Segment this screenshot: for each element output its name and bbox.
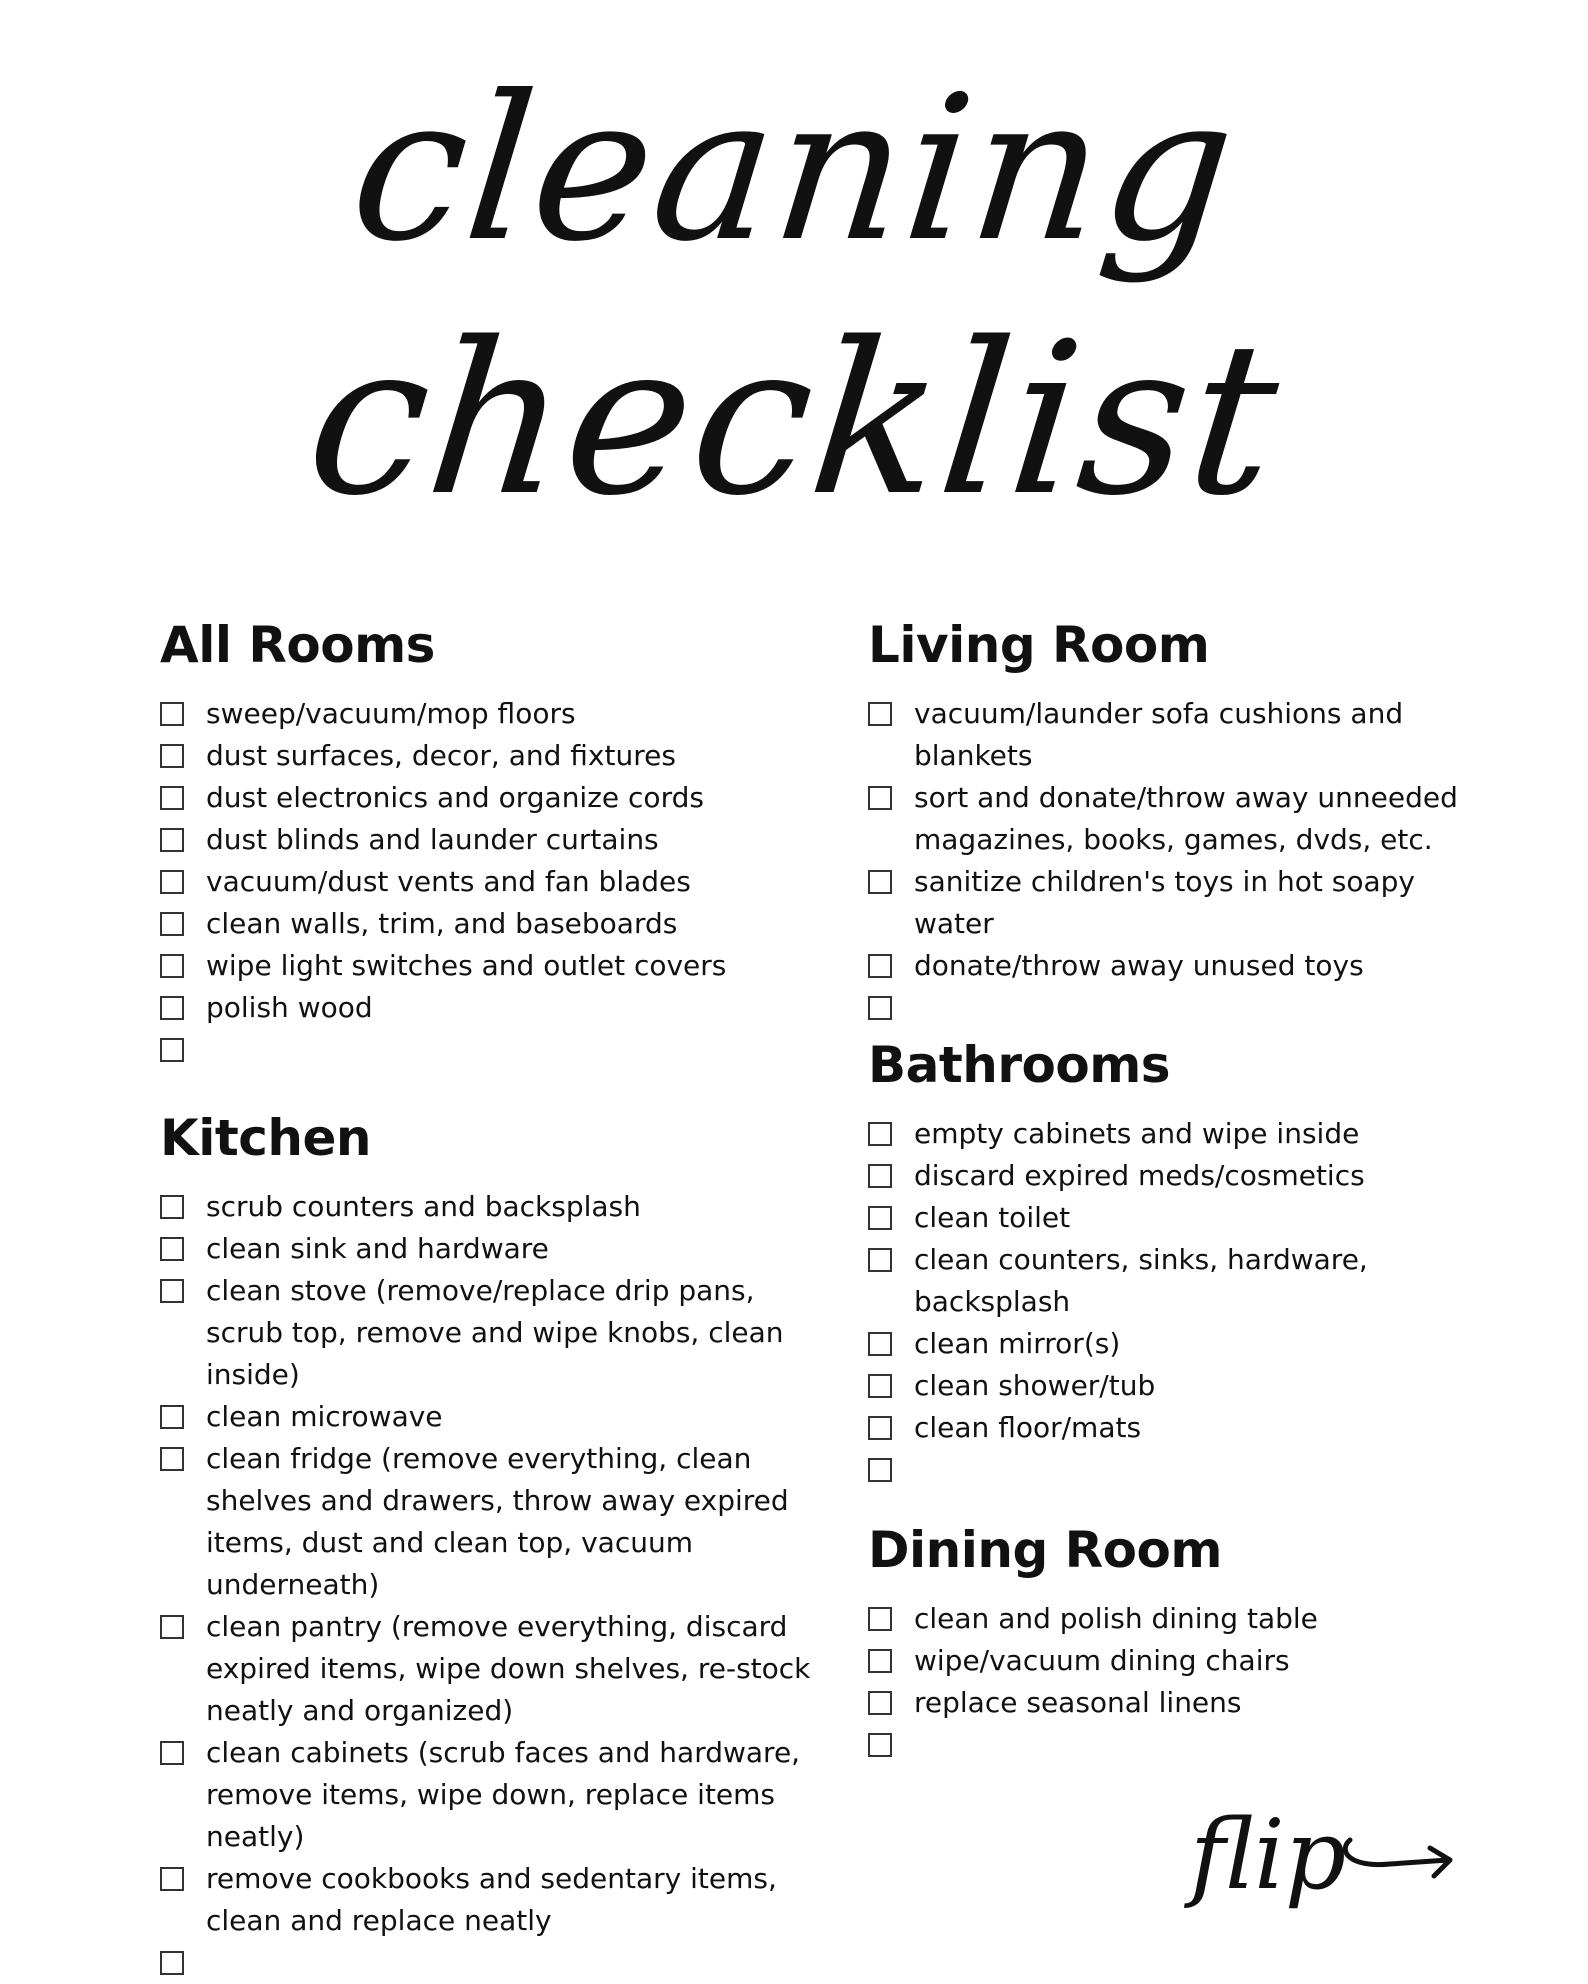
checkbox[interactable]	[160, 786, 184, 810]
checkbox[interactable]	[868, 1691, 892, 1715]
checklist-item[interactable]	[868, 1365, 1488, 1407]
checklist-item-label: sanitize children's toys in hot soapy water	[914, 865, 1415, 940]
checklist-item[interactable]	[868, 861, 1488, 945]
checklist-item[interactable]	[868, 1197, 1488, 1239]
checklist-item-label: vacuum/launder sofa cushions and blankets	[914, 697, 1404, 772]
section-heading-all-rooms: All Rooms	[160, 616, 435, 674]
checklist-item[interactable]	[868, 1682, 1488, 1724]
checkbox[interactable]	[868, 1649, 892, 1673]
checklist-item-label: sort and donate/throw away unneeded magazines, books, games, dvds, etc.	[914, 781, 1458, 856]
checklist-living-room	[868, 693, 1488, 1029]
checklist-item[interactable]	[160, 819, 840, 861]
checkbox[interactable]	[868, 1733, 892, 1757]
section-bathrooms	[868, 1035, 1488, 1491]
checklist-item[interactable]	[868, 693, 1488, 777]
checklist-dining-room	[868, 1598, 1488, 1766]
checklist-item-label: clean and polish dining table	[914, 1602, 1318, 1635]
checklist-item[interactable]	[868, 1640, 1488, 1682]
checkbox[interactable]	[868, 1164, 892, 1188]
checklist-item[interactable]	[160, 777, 840, 819]
checkbox[interactable]	[160, 1405, 184, 1429]
checklist-item-label: wipe light switches and outlet covers	[206, 949, 727, 982]
checkbox[interactable]	[868, 1248, 892, 1272]
checklist-item[interactable]	[160, 1942, 840, 1984]
checklist-item[interactable]	[868, 1239, 1488, 1323]
checklist-item[interactable]	[868, 1598, 1488, 1640]
checklist-item-label: polish wood	[206, 991, 373, 1024]
checkbox[interactable]	[868, 702, 892, 726]
checklist-item[interactable]	[160, 1438, 840, 1606]
checklist-item[interactable]	[868, 1113, 1488, 1155]
checklist-item-label: remove cookbooks and sedentary items, clean and replace neatly	[206, 1862, 777, 1937]
section-heading-living-room: Living Room	[868, 616, 1210, 674]
checklist-item-label: discard expired meds/cosmetics	[914, 1159, 1365, 1192]
checklist-item[interactable]	[868, 1724, 1488, 1766]
checklist-item[interactable]	[160, 1396, 840, 1438]
checklist-item[interactable]	[868, 1155, 1488, 1197]
checklist-item-label: sweep/vacuum/mop floors	[206, 697, 576, 730]
checkbox[interactable]	[160, 1867, 184, 1891]
checkbox[interactable]	[160, 954, 184, 978]
checkbox[interactable]	[160, 1195, 184, 1219]
checklist-item[interactable]	[160, 945, 840, 987]
checklist-bathrooms	[868, 1113, 1488, 1491]
checklist-item[interactable]	[160, 1029, 840, 1071]
checkbox[interactable]	[868, 1416, 892, 1440]
checklist-all-rooms	[160, 693, 840, 1071]
checklist-item-label: scrub counters and backsplash	[206, 1190, 641, 1223]
checkbox[interactable]	[868, 996, 892, 1020]
flip-text: flip	[1190, 1799, 1347, 1911]
checklist-item[interactable]	[160, 1228, 840, 1270]
checklist-item-label: empty cabinets and wipe inside	[914, 1117, 1360, 1150]
flip-note	[1190, 1800, 1460, 1920]
checklist-item-label: wipe/vacuum dining chairs	[914, 1644, 1290, 1677]
checkbox[interactable]	[868, 1122, 892, 1146]
checklist-item[interactable]	[160, 735, 840, 777]
checklist-item[interactable]	[868, 987, 1488, 1029]
checkbox[interactable]	[160, 1615, 184, 1639]
checklist-item-label: clean floor/mats	[914, 1411, 1142, 1444]
checklist-item-label: clean fridge (remove everything, clean shelves and drawers, throw away expired items, dust and clean top, vacuum underneath)	[206, 1442, 789, 1601]
checklist-item-label: clean cabinets (scrub faces and hardware, remove items, wipe down, replace items neatly)	[206, 1736, 801, 1853]
checklist-item-label: clean pantry (remove everything, discard expired items, wipe down shelves, re-stock neatly and organized)	[206, 1610, 811, 1727]
checkbox[interactable]	[160, 702, 184, 726]
section-heading-dining-room: Dining Room	[868, 1521, 1222, 1579]
checkbox[interactable]	[868, 1607, 892, 1631]
checklist-item[interactable]	[160, 693, 840, 735]
checklist-item-label: vacuum/dust vents and fan blades	[206, 865, 691, 898]
curved-arrow-right-icon	[1330, 1820, 1460, 1890]
checkbox[interactable]	[160, 1279, 184, 1303]
checklist-item-label: clean toilet	[914, 1201, 1071, 1234]
checkbox[interactable]	[160, 1038, 184, 1062]
section-heading-kitchen: Kitchen	[160, 1109, 372, 1167]
checklist-item-label: clean stove (remove/replace drip pans, scrub top, remove and wipe knobs, clean inside)	[206, 1274, 784, 1391]
checklist-item[interactable]	[160, 903, 840, 945]
checklist-item[interactable]	[160, 1270, 840, 1396]
checkbox[interactable]	[868, 1374, 892, 1398]
checkbox[interactable]	[160, 1237, 184, 1261]
section-living-room	[868, 615, 1488, 1029]
checklist-item[interactable]	[868, 1407, 1488, 1449]
checklist-item-label: clean shower/tub	[914, 1369, 1156, 1402]
checklist-item[interactable]	[160, 1858, 840, 1942]
checkbox[interactable]	[160, 870, 184, 894]
checkbox[interactable]	[868, 1332, 892, 1356]
section-heading-bathrooms: Bathrooms	[868, 1036, 1171, 1094]
checklist-item[interactable]	[868, 1449, 1488, 1491]
checklist-item-label: clean walls, trim, and baseboards	[206, 907, 678, 940]
title-line-2: checklist	[297, 297, 1291, 542]
checkbox[interactable]	[160, 912, 184, 936]
checkbox[interactable]	[160, 1741, 184, 1765]
checkbox[interactable]	[160, 1951, 184, 1975]
checklist-item[interactable]	[160, 987, 840, 1029]
checklist-item-label: clean microwave	[206, 1400, 443, 1433]
checklist-item[interactable]	[160, 1606, 840, 1732]
checkbox[interactable]	[868, 954, 892, 978]
checkbox[interactable]	[160, 996, 184, 1020]
checklist-item-label: replace seasonal linens	[914, 1686, 1242, 1719]
checkbox[interactable]	[160, 828, 184, 852]
checklist-item[interactable]	[868, 945, 1488, 987]
section-dining-room	[868, 1520, 1488, 1766]
checkbox[interactable]	[868, 1206, 892, 1230]
checklist-item-label: dust electronics and organize cords	[206, 781, 704, 814]
section-kitchen	[160, 1108, 840, 1984]
checklist-item-label: clean counters, sinks, hardware, backsplash	[914, 1243, 1368, 1318]
checklist-item-label: dust blinds and launder curtains	[206, 823, 659, 856]
checklist-item-label: donate/throw away unused toys	[914, 949, 1364, 982]
checklist-item[interactable]	[160, 861, 840, 903]
checklist-item-label: clean mirror(s)	[914, 1327, 1121, 1360]
checklist-kitchen	[160, 1186, 840, 1984]
checklist-item[interactable]	[160, 1186, 840, 1228]
section-all-rooms	[160, 615, 840, 1071]
checklist-item-label: clean sink and hardware	[206, 1232, 549, 1265]
checkbox[interactable]	[160, 1447, 184, 1471]
checklist-item[interactable]	[868, 1323, 1488, 1365]
checkbox[interactable]	[868, 870, 892, 894]
checklist-item-label: dust surfaces, decor, and fixtures	[206, 739, 676, 772]
checkbox[interactable]	[868, 1458, 892, 1482]
title-line-1: cleaning	[342, 53, 1246, 286]
checkbox[interactable]	[868, 786, 892, 810]
checklist-item[interactable]	[160, 1732, 840, 1858]
checklist-item[interactable]	[868, 777, 1488, 861]
checkbox[interactable]	[160, 744, 184, 768]
